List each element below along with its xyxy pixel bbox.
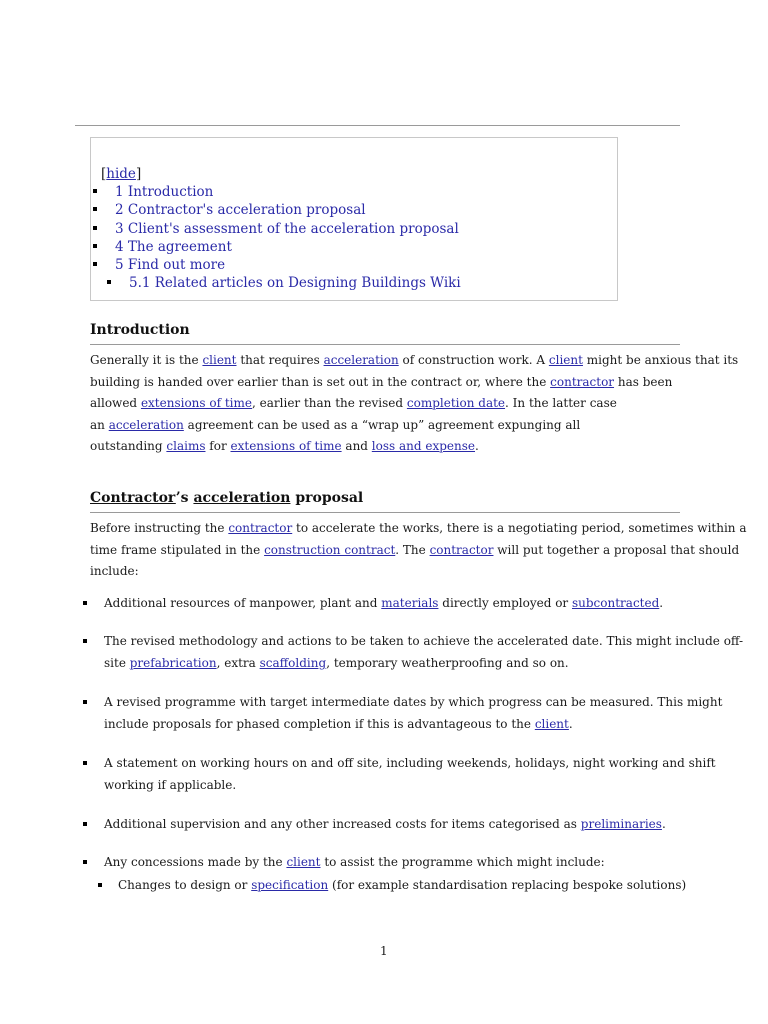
bullet-icon	[93, 226, 97, 230]
link-client[interactable]: client	[286, 855, 321, 869]
list-item: The revised methodology and actions to be taken to achieve the accelerated date. This might include off- site prefabrication, extra scaffolding, temporary weatherproofing and so on.	[104, 630, 674, 674]
bullet-icon	[93, 262, 97, 266]
link-completion-date[interactable]: completion date	[406, 396, 506, 410]
bullet-icon	[93, 189, 97, 193]
link-contractor[interactable]: contractor	[429, 542, 494, 557]
link-prefabrication[interactable]: prefabrication	[129, 656, 217, 670]
link-client[interactable]: client	[534, 717, 569, 731]
proposal-intro-paragraph: Before instructing the contractor to accelerate the works, there is a negotiating period, sometimes within a time frame stipulated in the construction contract. The contractor will put together a proposal that should include:	[90, 521, 747, 578]
link-preliminaries[interactable]: preliminaries	[580, 817, 662, 831]
bullet-icon	[83, 700, 87, 704]
heading-contractors-proposal: Contractor’s acceleration proposal	[90, 490, 680, 513]
bullet-icon	[83, 639, 87, 643]
bullet-icon	[98, 883, 102, 887]
toc-hide-link[interactable]: hide	[106, 166, 136, 182]
list-item: Any concessions made by the client to assist the programme which might include:	[104, 851, 674, 873]
bullet-icon	[83, 601, 87, 605]
bullet-icon	[83, 822, 87, 826]
link-construction-contract[interactable]: construction contract	[264, 542, 396, 557]
link-subcontracted[interactable]: subcontracted	[571, 596, 660, 610]
link-client[interactable]: client	[202, 353, 237, 367]
list-item: Additional resources of manpower, plant and materials directly employed or subcontracted.	[104, 592, 674, 614]
introduction-paragraph: Generally it is the client that requires acceleration of construction work. A client might be anxious that its building is handed over earlier than is set out in the contract or, where the contractor has been allowed extensions of time, earlier than the revised completion date. In the latter case an acceleration agreement can be used as a “wrap up” agreement expunging all outstanding claims for extensions of time and loss and expense.	[90, 353, 739, 453]
bullet-icon	[83, 860, 87, 864]
link-contractor[interactable]: contractor	[550, 374, 615, 389]
link-claims[interactable]: claims	[166, 439, 206, 453]
heading-introduction: Introduction	[90, 322, 680, 345]
heading-link-contractor[interactable]: Contractor	[90, 490, 176, 506]
link-extensions-of-time[interactable]: extensions of time	[140, 396, 253, 410]
list-item: A revised programme with target intermediate dates by which progress can be measured. This might include proposals for phased completion if this is advantageous to the client.	[104, 691, 674, 735]
bullet-icon	[93, 244, 97, 248]
page-number: 1	[380, 944, 388, 958]
heading-link-acceleration[interactable]: acceleration	[193, 490, 291, 506]
table-of-contents: [hide] 1 Introduction 2 Contractor's acceleration proposal 3 Client's assessment of the acceleration proposal 4 The agreement 5 Find out more 5.1 Related articles on Designing Buildings Wiki	[90, 137, 618, 301]
sub-list-item: Changes to design or specification (for example standardisation replacing bespoke solutions)	[118, 874, 688, 896]
link-materials[interactable]: materials	[381, 596, 439, 610]
list-item: A statement on working hours on and off site, including weekends, holidays, night working and shift working if applicable.	[104, 752, 674, 796]
bullet-icon	[107, 280, 111, 284]
link-specification[interactable]: specification	[251, 878, 329, 892]
bullet-icon	[83, 761, 87, 765]
link-acceleration[interactable]: acceleration	[108, 417, 184, 432]
toc-hide-toggle: [hide]	[101, 166, 142, 182]
link-loss-and-expense[interactable]: loss and expense	[371, 439, 476, 453]
list-item: Additional supervision and any other increased costs for items categorised as preliminaries.	[104, 813, 674, 835]
bullet-icon	[93, 207, 97, 211]
link-extensions-of-time[interactable]: extensions of time	[230, 439, 342, 453]
link-client[interactable]: client	[548, 353, 583, 367]
link-acceleration[interactable]: acceleration	[323, 353, 399, 367]
link-contractor[interactable]: contractor	[228, 521, 293, 535]
link-scaffolding[interactable]: scaffolding	[259, 656, 327, 670]
top-divider	[75, 125, 680, 126]
